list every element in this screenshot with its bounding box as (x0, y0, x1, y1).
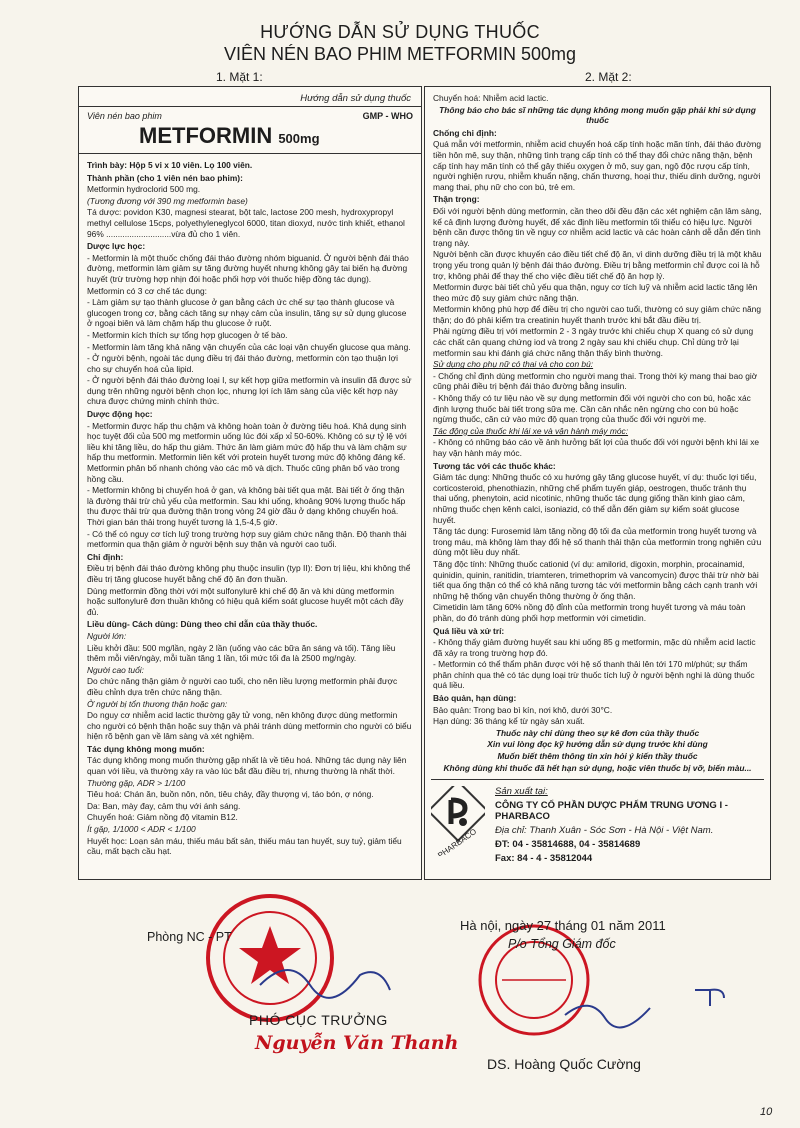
page-number: 10 (760, 1106, 773, 1118)
text-line: Metformin hydroclorid 500 mg. (87, 184, 201, 195)
text-line: Do nguy cơ nhiễm acid lactic thường gây tử vong, nên không được dùng metformin cho người có bệnh thận hoặc suy thận và phải tránh dùng metformin cho người có biểu hiện rõ bệnh gan về lâm sàng và xét nghiệm. (87, 710, 412, 742)
text-line: Quá liều và xử trí: (433, 625, 505, 636)
initial-mark (690, 980, 730, 1010)
text-line: Quá mẫn với metformin, nhiễm acid chuyển hoá cấp tính hoặc mãn tính, đái tháo đường tiền hôn mê, suy thận, những tình trạng cấp tính có thể thay đổi chức năng thận, bệnh cấp tính hay mãn tính có thể gây thiếu oxygen ở mô, suy gan, ngộ độc rượu cấp tính, người nghiện rượu, nhiễm khuẩn nặng, chấn thương, hoại thư, thiếu dinh dưỡng, người mang thai, phụ nữ cho con bú, trẻ em. (433, 139, 762, 192)
text-line: Thuốc này chỉ dùng theo sự kê đơn của thầy thuốc (495, 727, 700, 738)
text-line: Dùng metformin đồng thời với một sulfonylurê khi chế độ ăn và khi dùng metformin hoặc sulfonylurê đơn thuần không có hiệu quả kiểm soát glucose huyết một cách đầy đủ. (87, 585, 404, 617)
pharbaco-logo (431, 786, 485, 856)
text-line: - Không có những báo cáo về ảnh hưởng bất lợi của thuốc đối với người bệnh khi lái xe hay vận hành máy móc. (433, 437, 760, 458)
text-line: Thường gặp, ADR > 1/100 (87, 777, 186, 788)
text-line: - Metformin có thể thẩm phân được với hệ số thanh thải lên tới 170 ml/phút; sự thẩm phân chính qua thẻ có tác dụng loại trừ thuốc tích luỹ ở người bệnh nghi là dùng thuốc quá liều. (433, 659, 755, 691)
text-line: Metformin được bài tiết chủ yếu qua thận, nguy cơ tích luỹ và nhiễm acid lactic tăng lên theo mức độ suy giảm chức năng thận. (433, 282, 758, 303)
text-line: Đối với người bệnh dùng metformin, cần theo dõi đều đặn các xét nghiệm cận lâm sàng, kể cả định lượng đường huyết, để xác định liều metformin tối thiểu có hiệu lực. Người bệnh cần được thông tin về nguy cơ nhiễm acid lactic và các hoàn cảnh dễ dẫn đến tình trạng này. (433, 205, 762, 248)
text-line: Tăng độc tính: Những thuốc cationid (ví dụ: amilorid, digoxin, morphin, procainamid, quinidin, quinin, ranitidin, triamteren, trimethoprim và vancomycin) được thải trừ nhờ bài tiết qua ống thận có thể có khả năng tương tác với metformin bằng cách cạnh tranh với những hệ thống vận chuyển thông thường ở ống thận. (433, 558, 759, 601)
text-line: - Ở người bệnh, ngoài tác dụng điều trị đái tháo đường, metformin còn tạo thuận lợi cho sự chuyển hoá của lipid. (87, 353, 398, 374)
text-line: - Không thấy có tư liệu nào về sự dụng metformin đối với người cho con bú, hoặc xác định lượng thuốc bài tiết trong sữa mẹ. Cần cân nhắc nên ngừng cho con bú hoặc ngừng thuốc, căn cứ vào mức độ quan trọng của thuốc đối với người mẹ. (433, 393, 751, 425)
text-line: Tác dụng không mong muốn: (87, 743, 205, 754)
text-line: Điều trị bệnh đái tháo đường không phụ thuộc insulin (typ II): Đơn trị liệu, khi không thể điều trị tăng glucose huyết bằng chế độ ăn đơn thuần. (87, 563, 411, 584)
text-line: Chuyển hoá: Giảm nồng độ vitamin B12. (87, 812, 238, 823)
text-line: Tương tác với các thuốc khác: (433, 460, 556, 471)
left-department: Phòng NC - PT (147, 930, 232, 944)
text-line: Do chức năng thận giảm ở người cao tuổi, cho nên liều lượng metformin phải được điều chỉnh dựa trên chức năng thận. (87, 676, 398, 697)
manufacturer-fax: Fax: 84 - 4 - 35812044 (495, 853, 593, 865)
leaflet-side-2 (424, 86, 771, 880)
manufacturer-company: CÔNG TY CỔ PHẦN DƯỢC PHẨM TRUNG ƯƠNG I - PHARBACO (495, 800, 728, 823)
leaflet-side-1 (78, 86, 422, 880)
left-signature (250, 945, 400, 1015)
text-line: Chỉ định: (87, 551, 124, 562)
text-line: - Làm giảm sự tạo thành glucose ở gan bằng cách ức chế sự tạo thành glucose và glucogen trong cơ, bằng cách tăng sự nhạy cảm của insulin, tăng sự sử dụng glucose ở ngoại biên và làm chậm hấp thu glucose ở ruột. (87, 297, 407, 329)
text-line: Tác dụng không mong muốn thường gặp nhất là về tiêu hoá. Những tác dụng này liên quan với liều, và thường xảy ra vào lúc bắt đầu điều trị, nhưng thường là nhất thời. (87, 755, 407, 777)
text-line: Người lớn: (87, 630, 127, 641)
text-line: Giảm tác dụng: Những thuốc có xu hướng gây tăng glucose huyết, ví dụ: thuốc lợi tiểu, corticosteroid, phenothiazin, những chế phẩm tuyến giáp, oestrogen, thuốc tránh thụ thai uống, phenytoin, acid nicotinic, những thuốc tác dụng giống thần kinh giao cảm, những thuốc chẹn kênh calci, isoniazid, có thể dẫn đến giảm sự kiểm soát glucose huyết. (433, 472, 757, 525)
right-signer-name: DS. Hoàng Quốc Cường (487, 1056, 641, 1072)
manufacturer-phone: ĐT: 04 - 35814688, 04 - 35814689 (495, 839, 641, 851)
manufacturer-label: Sản xuất tại: (495, 786, 548, 798)
text-line: Phải ngừng điều trị với metformin 2 - 3 ngày trước khi chiếu chụp X quang có sử dụng các chất cản quang chứng iod và trong 2 ngày sau khi chiếu chụp. Chỉ dùng trở lại metformin sau khi đánh giá chức năng thận thấy bình thường. (433, 326, 754, 358)
text-line: - Không thấy giảm đường huyết sau khi uống 85 g metformin, mặc dù nhiễm acid lactic đã xảy ra trong trường hợp đó. (433, 637, 756, 658)
text-line: Liều khởi đầu: 500 mg/lần, ngày 2 lần (uống vào các bữa ăn sáng và tối). Tăng liều thêm mỗi viên/ngày, mỗi tuần tăng 1 lần, tối mức tối đa là 2500 mg/ngày. (87, 642, 396, 664)
text-line: - Metformin là một thuốc chống đái tháo đường nhóm biguanid. Ở người bệnh đái tháo đường, metformin làm giảm sự tăng đường huyết nhưng không gây tai biến hạ đường huyết (trừ trường hợp nhịn đói hoặc phối hợp với thuốc hiệp đồng tác dụng). (87, 252, 409, 284)
dosage-form: Viên nén bao phim (87, 111, 162, 121)
text-line: Hạn dùng: 36 tháng kể từ ngày sản xuất. (433, 716, 585, 727)
side1-label: 1. Mặt 1: (216, 70, 263, 84)
text-line: Ở người bị tổn thương thận hoặc gan: (87, 698, 228, 709)
text-line: Tá dược: povidon K30, magnesi stearat, bột talc, lactose 200 mesh, hydroxypropyl methyl cellulose 15cps, polyethyleneglycol 6000, titan dioxyd, nước tinh khiết, ethanol 96% ............................vừa đủ cho 1 viên. (87, 207, 405, 239)
text-line: Thông báo cho bác sĩ những tác dụng không mong muốn gặp phải khi sử dụng thuốc (439, 104, 756, 126)
gmp-label: GMP - WHO (362, 111, 413, 121)
text-line: Xin vui lòng đọc kỹ hướng dẫn sử dụng trước khi dùng (487, 739, 708, 750)
text-line: Không dùng khi thuốc đã hết hạn sử dụng, hoặc viên thuốc bị vỡ, biến màu... (443, 762, 752, 773)
text-line: Chống chỉ định: (433, 127, 497, 138)
text-line: Thận trọng: (433, 194, 480, 205)
side1-text-body (79, 154, 421, 857)
text-line: Bảo quản, hạn dùng: (433, 693, 517, 704)
text-line: Metformin không phù hợp để điều trị cho người cao tuổi, thường có suy giảm chức năng thận; do đó phải kiểm tra creatinin huyết thanh trước khi bắt đầu điều trị. (433, 304, 761, 325)
manufacturer-block (431, 779, 764, 867)
text-line: Muốn biết thêm thông tin xin hỏi ý kiến thầy thuốc (497, 751, 698, 762)
text-line: Tăng tác dụng: Furosemid làm tăng nồng độ tối đa của metformin trong huyết tương và trong máu, mà không làm thay đổi hệ số thanh thải thận của metformin trong nghiên cứu dùng một liều duy nhất. (433, 526, 762, 558)
text-line: - Metformin làm tăng khả năng vận chuyển của các loại vận chuyển glucose qua màng. (87, 341, 411, 352)
text-line: Dược lực học: (87, 241, 146, 252)
product-brand (79, 121, 421, 154)
text-line: Người cao tuổi: (87, 664, 144, 675)
brand-strength: 500mg (278, 131, 320, 146)
text-line: Thành phần (cho 1 viên nén bao phim): (87, 172, 243, 183)
text-line: Người bệnh cần được khuyến cáo điều tiết chế độ ăn, vì dinh dưỡng điều trị là một khâu trọng yếu trong quản lý bệnh đái tháo đường. Điều trị bằng metformin chỉ được coi là hỗ trợ, không phải để thay thế cho việc điều tiết chế độ ăn hợp lý. (433, 249, 762, 281)
manufacturer-address: Địa chỉ: Thanh Xuân - Sóc Sơn - Hà Nội - Việt Nam. (495, 825, 714, 837)
text-line: Liều dùng- Cách dùng: Dùng theo chỉ dẫn của thầy thuốc. (87, 619, 318, 630)
text-line: Huyết học: Loạn sản máu, thiếu máu bất sản, thiếu máu tan huyết, suy tuỷ, giảm tiểu cầu, mất bạch cầu hạt. (87, 835, 402, 857)
leaflet-subheader (79, 107, 421, 121)
text-line: Metformin có 3 cơ chế tác dụng: (87, 285, 208, 296)
manufacturer-details (495, 786, 764, 867)
logo-text: PHARBACO (436, 827, 479, 857)
text-line: Sử dụng cho phụ nữ có thai và cho con bú: (433, 359, 594, 370)
text-line: Chuyển hoá: Nhiễm acid lactic. (433, 93, 549, 103)
text-line: Dược động học: (87, 409, 153, 420)
document-title-line1: HƯỚNG DẪN SỬ DỤNG THUỐC (260, 22, 540, 42)
left-signer-name: Nguyễn Văn Thanh (255, 1032, 459, 1054)
signing-date: Hà nội, ngày 27 tháng 01 năm 2011 (460, 918, 666, 933)
text-line: - Metformin không bị chuyển hoá ở gan, và không bài tiết qua mật. Bài tiết ở ống thận là đường thải trừ chủ yếu của metformin. Sau khi uống, khoảng 90% lượng thuốc hấp thu được thải trừ qua đường thận trong vòng 24 giờ đầu ở dạng không chuyển hoá. Thời gian bán thải trong huyết tương là 1,5-4,5 giờ. (87, 485, 406, 527)
text-line: - Metformin được hấp thu chậm và không hoàn toàn ở đường tiêu hoá. Khả dụng sinh học tuyệt đối của 500 mg metformin uống lúc đói xấp xỉ 50-60%. Không có sự tỷ lệ với liều khi tăng liều, do hấp thu giảm. Thức ăn làm giảm mức độ hấp thu và làm chậm sự hấp thu metformin. Metformin liên kết với protein huyết tương mức độ không đáng kể. Metformin phân bố nhanh chóng vào các mô và dịch. Thuốc cũng phân bố vào trong hồng cầu. (87, 420, 407, 484)
text-line: Ít gặp, 1/1000 < ADR < 1/100 (87, 824, 196, 835)
right-title: P/o Tổng Giám đốc (508, 937, 616, 951)
text-line: Trình bày: Hộp 5 vỉ x 10 viên. Lọ 100 viên. (87, 160, 253, 170)
text-line: - Ở người bệnh đái tháo đường loại I, sự kết hợp giữa metformin và insulin đã được sử dụng trên những người bệnh chọn lọc, nhưng lợi ích lâm sàng của việc kết hợp này chưa được chứng minh chính thức. (87, 375, 412, 407)
text-line: - Chống chỉ định dùng metformin cho người mang thai. Trong thời kỳ mang thai bao giờ cũng phải điều trị bệnh đái tháo đường bằng insulin. (433, 370, 758, 392)
text-line: Bảo quản: Trong bao bì kín, nơi khô, dưới 30°C. (433, 704, 613, 715)
text-line: Cimetidin làm tăng 60% nồng độ đỉnh của metformin trong huyết tương và máu toàn phần, do đó tránh dùng phối hợp metformin với cimetidin. (433, 602, 746, 623)
leaflet-header: Hướng dẫn sử dụng thuốc (79, 87, 421, 107)
text-line: - Metformin kích thích sự tổng hợp glucogen ở tế bào. (87, 329, 288, 340)
document-title-line2: VIÊN NÉN BAO PHIM METFORMIN 500mg (223, 44, 577, 64)
text-line: - Có thể có nguy cơ tích luỹ trong trường hợp suy giảm chức năng thận. Độ thanh thải metformin qua thận giảm ở người bệnh suy thận và người cao tuổi. (87, 528, 407, 550)
deputy-title: PHÓ CỤC TRƯỞNG (249, 1012, 388, 1028)
side2-label: 2. Mặt 2: (585, 70, 632, 84)
right-signature (560, 990, 680, 1030)
side2-text-body (425, 87, 770, 773)
text-line: (Tương đương với 390 mg metformin base) (87, 195, 248, 206)
text-line: Tác động của thuốc khi lái xe và vận hành máy móc: (433, 425, 629, 436)
text-line: Da: Ban, mày đay, cảm thụ với ánh sáng. (87, 800, 241, 811)
brand-name: METFORMIN (139, 123, 273, 148)
text-line: Tiêu hoá: Chán ăn, buồn nôn, nôn, tiêu chảy, đầy thượng vị, táo bón, ợ nóng. (87, 789, 374, 800)
